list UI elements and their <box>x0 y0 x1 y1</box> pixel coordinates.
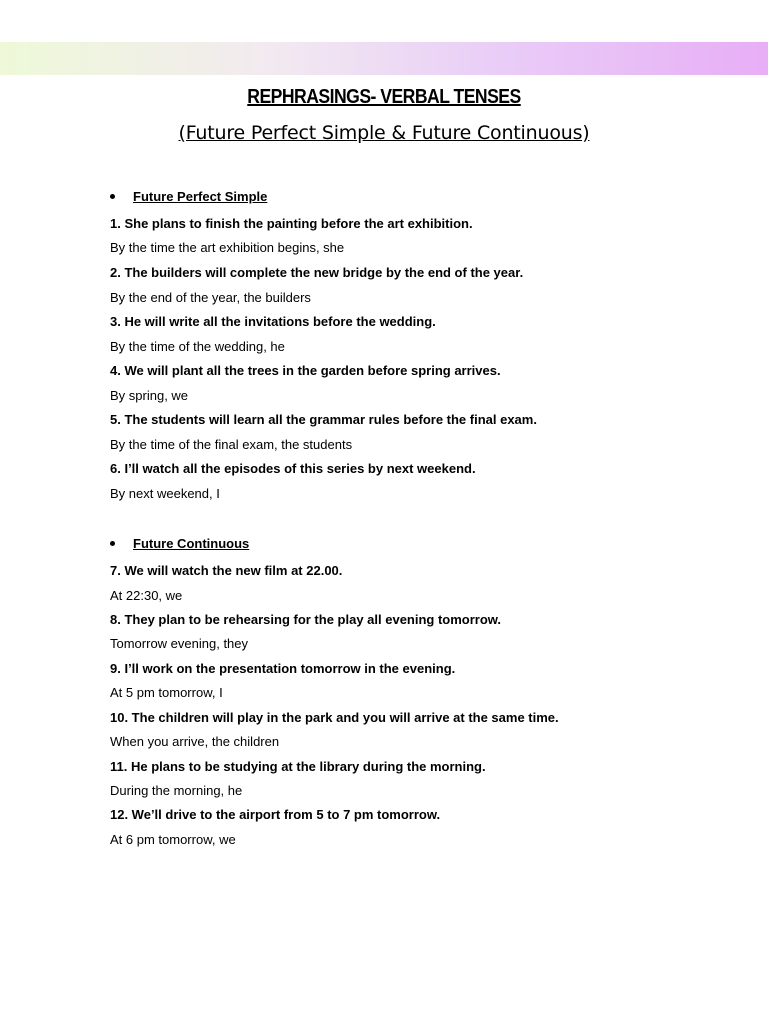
exercise-answer-prompt-9: At 5 pm tomorrow, I <box>110 685 223 700</box>
exercise-question-2: 2. The builders will complete the new bridge by the end of the year. <box>110 265 524 280</box>
bullet-icon <box>110 194 115 199</box>
exercise-question-11: 11. He plans to be studying at the library during the morning. <box>110 759 486 774</box>
exercise-answer-prompt-8: Tomorrow evening, they <box>110 636 249 651</box>
section-header-future-continuous <box>110 536 249 551</box>
exercise-question-7: 7. We will watch the new film at 22.00. <box>110 563 343 578</box>
exercise-answer-prompt-7: At 22:30, we <box>110 588 183 603</box>
section-header-future-perfect-simple <box>110 189 267 204</box>
exercise-answer-prompt-6: By next weekend, I <box>110 486 220 501</box>
exercise-answer-prompt-4: By spring, we <box>110 388 189 403</box>
exercise-question-4: 4. We will plant all the trees in the garden before spring arrives. <box>110 363 501 378</box>
section-label: Future Perfect Simple <box>133 189 268 204</box>
exercise-question-1: 1. She plans to finish the painting before the art exhibition. <box>110 216 473 231</box>
section-label: Future Continuous <box>133 536 250 551</box>
page-title: REPHRASINGS- VERBAL TENSES <box>247 86 521 108</box>
exercise-answer-prompt-1: By the time the art exhibition begins, she <box>110 240 345 255</box>
exercise-question-3: 3. He will write all the invitations before the wedding. <box>110 314 436 329</box>
exercise-question-12: 12. We’ll drive to the airport from 5 to 7 pm tomorrow. <box>110 807 441 822</box>
exercise-question-6: 6. I’ll watch all the episodes of this series by next weekend. <box>110 461 476 476</box>
header-gradient-band <box>0 42 768 75</box>
exercise-answer-prompt-12: At 6 pm tomorrow, we <box>110 832 236 847</box>
exercise-answer-prompt-11: During the morning, he <box>110 783 243 798</box>
exercise-question-8: 8. They plan to be rehearsing for the play all evening tomorrow. <box>110 612 502 627</box>
exercise-question-9: 9. I’ll work on the presentation tomorrow in the evening. <box>110 661 456 676</box>
exercise-question-10: 10. The children will play in the park and you will arrive at the same time. <box>110 710 559 725</box>
exercise-answer-prompt-3: By the time of the wedding, he <box>110 339 285 354</box>
bullet-icon <box>110 541 115 546</box>
exercise-question-5: 5. The students will learn all the grammar rules before the final exam. <box>110 412 537 427</box>
exercise-answer-prompt-2: By the end of the year, the builders <box>110 290 311 305</box>
exercise-answer-prompt-10: When you arrive, the children <box>110 734 280 749</box>
page-subtitle: (Future Perfect Simple & Future Continuous) <box>178 122 590 144</box>
exercise-answer-prompt-5: By the time of the final exam, the students <box>110 437 353 452</box>
